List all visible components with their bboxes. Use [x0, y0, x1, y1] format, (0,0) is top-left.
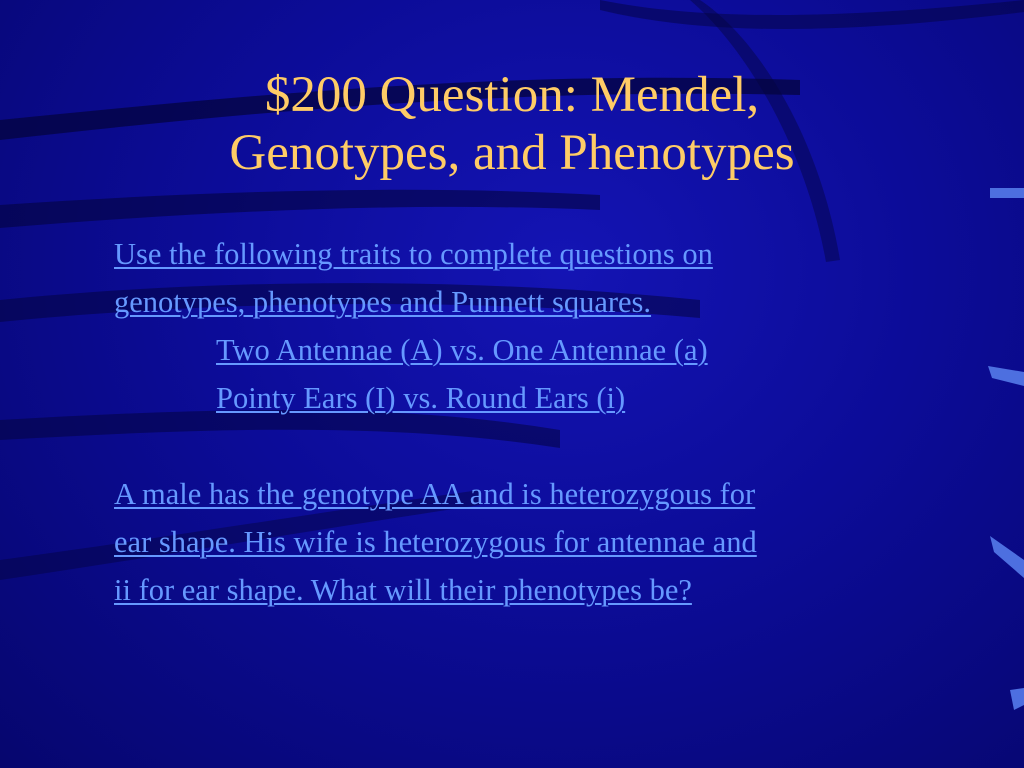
- question-link-1[interactable]: A male has the genotype AA and is heterozygous for: [114, 477, 756, 511]
- slide-title-line-1: $200 Question: Mendel,: [264, 67, 760, 123]
- trait-link-antennae[interactable]: Two Antennae (A) vs. One Antennae (a): [216, 333, 708, 367]
- question-line-1: [114, 470, 994, 518]
- intro-line-1: [114, 230, 994, 278]
- question-line-3: [114, 566, 994, 614]
- trait-link-ears[interactable]: Pointy Ears (I) vs. Round Ears (i): [216, 381, 626, 415]
- slide-body: [114, 230, 994, 614]
- question-line-2: [114, 518, 994, 566]
- slide-title: [0, 66, 1024, 182]
- intro-link-2[interactable]: genotypes, phenotypes and Punnett squares.: [114, 285, 652, 319]
- question-link-3[interactable]: ii for ear shape. What will their phenotypes be?: [114, 573, 692, 607]
- trait-line-ears: [114, 374, 994, 422]
- intro-line-2: [114, 278, 994, 326]
- paragraph-spacer: [114, 422, 994, 470]
- slide-title-line-2: Genotypes, and Phenotypes: [229, 125, 795, 181]
- intro-link-1[interactable]: Use the following traits to complete questions on: [114, 237, 713, 271]
- trait-line-antennae: [114, 326, 994, 374]
- question-link-2[interactable]: ear shape. His wife is heterozygous for antennae and: [114, 525, 757, 559]
